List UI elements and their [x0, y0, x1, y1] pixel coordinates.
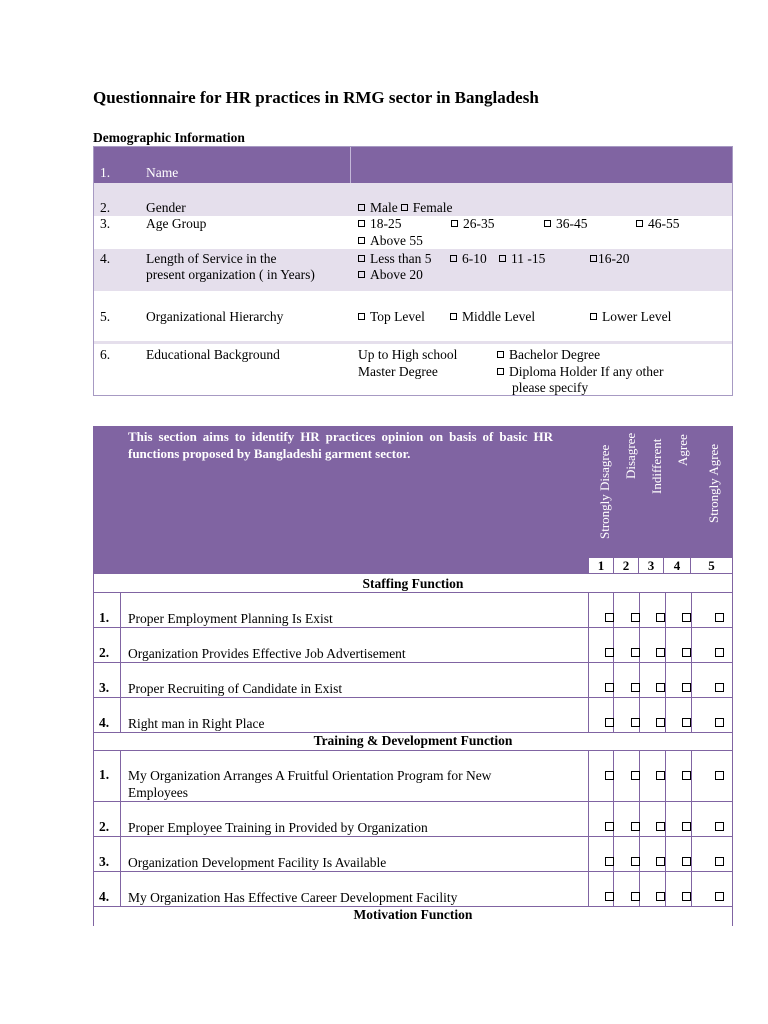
- answer-checkbox[interactable]: [682, 718, 691, 727]
- checkbox-icon[interactable]: [590, 255, 597, 262]
- answer-checkbox[interactable]: [715, 857, 724, 866]
- option-label: Bachelor Degree: [509, 347, 601, 362]
- option-label: 6-10: [462, 251, 487, 266]
- education-option: Master Degree: [358, 364, 438, 379]
- option-label: 11 -15: [511, 251, 546, 266]
- row-number: 3.: [100, 216, 111, 231]
- answer-checkbox[interactable]: [605, 648, 614, 657]
- grid-line: [93, 836, 733, 837]
- answer-checkbox[interactable]: [656, 892, 665, 901]
- checkbox-icon[interactable]: [358, 255, 365, 262]
- rating-header: [93, 426, 733, 574]
- answer-checkbox[interactable]: [656, 613, 665, 622]
- checkbox-icon[interactable]: [451, 220, 458, 227]
- question-number: 4.: [99, 715, 110, 730]
- answer-checkbox[interactable]: [656, 648, 665, 657]
- answer-checkbox[interactable]: [656, 771, 665, 780]
- document-title: Questionnaire for HR practices in RMG sector in Bangladesh: [93, 88, 539, 107]
- answer-checkbox[interactable]: [605, 892, 614, 901]
- option-label: Diploma Holder If any other: [509, 364, 664, 379]
- hierarchy-option: [590, 309, 671, 325]
- answer-checkbox[interactable]: [715, 683, 724, 692]
- header-band: [94, 147, 732, 183]
- question-text: My Organization Has Effective Career Development Facility: [128, 890, 458, 905]
- answer-checkbox[interactable]: [631, 683, 640, 692]
- answer-checkbox[interactable]: [656, 683, 665, 692]
- scale-label: Agree: [675, 434, 690, 466]
- gender-options: [358, 200, 453, 216]
- age-option: [358, 233, 423, 249]
- answer-checkbox[interactable]: [605, 771, 614, 780]
- question-number: 1.: [99, 767, 110, 782]
- checkbox-icon[interactable]: [358, 271, 365, 278]
- service-option: [499, 251, 545, 267]
- education-option: Up to High school: [358, 347, 458, 362]
- option-label: 18-25: [370, 216, 402, 231]
- scale-label: Strongly Disagree: [597, 444, 612, 539]
- service-option: [590, 251, 630, 267]
- education-option: please specify: [512, 380, 589, 395]
- answer-checkbox[interactable]: [631, 771, 640, 780]
- row-number: 1.: [100, 165, 111, 180]
- education-option: [497, 347, 600, 363]
- answer-checkbox[interactable]: [682, 648, 691, 657]
- hierarchy-option: [450, 309, 535, 325]
- scale-number: 4: [663, 557, 691, 574]
- section-title: Staffing Function: [362, 576, 464, 591]
- checkbox-icon[interactable]: [636, 220, 643, 227]
- checkbox-icon[interactable]: [401, 204, 408, 211]
- checkbox-icon[interactable]: [497, 351, 504, 358]
- service-option: [358, 251, 432, 267]
- scale-label: Disagree: [623, 432, 638, 479]
- checkbox-icon[interactable]: [358, 204, 365, 211]
- row-label: Organizational Hierarchy: [146, 309, 284, 324]
- answer-checkbox[interactable]: [605, 857, 614, 866]
- question-number: 2.: [99, 645, 110, 660]
- answer-checkbox[interactable]: [682, 822, 691, 831]
- checkbox-icon[interactable]: [358, 220, 365, 227]
- answer-checkbox[interactable]: [605, 683, 614, 692]
- age-option: [544, 216, 588, 232]
- question-text: Proper Employment Planning Is Exist: [128, 611, 333, 626]
- checkbox-icon[interactable]: [450, 313, 457, 320]
- scale-number: 1: [588, 557, 614, 574]
- answer-checkbox[interactable]: [656, 718, 665, 727]
- checkbox-icon[interactable]: [358, 313, 365, 320]
- row-band: [94, 341, 732, 344]
- section-intro: This section aims to identify HR practices opinion on basis of basic HR functions proposed by Bangladeshi garment sector.: [128, 429, 553, 461]
- answer-checkbox[interactable]: [715, 648, 724, 657]
- answer-checkbox[interactable]: [631, 718, 640, 727]
- answer-checkbox[interactable]: [715, 613, 724, 622]
- grid-line: [93, 697, 733, 698]
- scale-number: 2: [613, 557, 639, 574]
- option-label: Middle Level: [462, 309, 536, 324]
- option-label: Lower Level: [602, 309, 672, 324]
- scale-number: 3: [638, 557, 664, 574]
- answer-checkbox[interactable]: [682, 613, 691, 622]
- hierarchy-option: [358, 309, 425, 325]
- grid-line: [665, 750, 666, 906]
- grid-line: [93, 592, 733, 593]
- question-number: 3.: [99, 854, 110, 869]
- question-text: My Organization Arranges A Fruitful Orientation Program for New Employees: [128, 768, 492, 800]
- answer-checkbox[interactable]: [682, 771, 691, 780]
- question-text: Right man in Right Place: [128, 716, 265, 731]
- answer-checkbox[interactable]: [631, 822, 640, 831]
- row-label: present organization ( in Years): [146, 267, 315, 282]
- grid-line: [93, 801, 733, 802]
- option-label: Above 20: [370, 267, 423, 282]
- answer-checkbox[interactable]: [605, 718, 614, 727]
- row-label: Length of Service in the: [146, 251, 277, 266]
- question-number: 4.: [99, 889, 110, 904]
- scale-number-row: [588, 557, 733, 574]
- answer-checkbox[interactable]: [656, 822, 665, 831]
- option-label: Male: [370, 200, 398, 215]
- option-label: Above 55: [370, 233, 423, 248]
- question-number: 2.: [99, 819, 110, 834]
- grid-line: [93, 750, 733, 751]
- option-label: Less than 5: [370, 251, 432, 266]
- option-label: 26-35: [463, 216, 495, 231]
- answer-checkbox[interactable]: [631, 892, 640, 901]
- row-number: 4.: [100, 251, 111, 266]
- question-number: 3.: [99, 680, 110, 695]
- grid-line: [93, 871, 733, 872]
- rating-table: [93, 426, 733, 926]
- answer-checkbox[interactable]: [682, 892, 691, 901]
- checkbox-icon[interactable]: [544, 220, 551, 227]
- row-number: 6.: [100, 347, 111, 362]
- age-option: [636, 216, 680, 232]
- option-label: 36-45: [556, 216, 588, 231]
- row-label: Name: [146, 165, 179, 180]
- checkbox-icon[interactable]: [450, 255, 457, 262]
- service-option: [450, 251, 487, 267]
- question-text: Organization Development Facility Is Available: [128, 855, 387, 870]
- section-title: Training & Development Function: [313, 733, 513, 748]
- row-number: 2.: [100, 200, 111, 215]
- question-text: Proper Employee Training in Provided by Organization: [128, 820, 428, 835]
- answer-checkbox[interactable]: [715, 822, 724, 831]
- question-number: 1.: [99, 610, 110, 625]
- checkbox-icon[interactable]: [590, 313, 597, 320]
- row-label: Gender: [146, 200, 186, 215]
- answer-checkbox[interactable]: [605, 613, 614, 622]
- option-label: Female: [412, 200, 453, 215]
- service-option: [358, 267, 423, 283]
- answer-checkbox[interactable]: [605, 822, 614, 831]
- answer-checkbox[interactable]: [715, 892, 724, 901]
- question-text: Proper Recruiting of Candidate in Exist: [128, 681, 343, 696]
- answer-checkbox[interactable]: [656, 857, 665, 866]
- checkbox-icon[interactable]: [358, 237, 365, 244]
- option-label: 16-20: [598, 251, 630, 266]
- answer-checkbox[interactable]: [682, 857, 691, 866]
- row-label: Educational Background: [146, 347, 280, 362]
- checkbox-icon[interactable]: [499, 255, 506, 262]
- option-label: 46-55: [648, 216, 680, 231]
- answer-checkbox[interactable]: [715, 718, 724, 727]
- demographic-table: [93, 146, 733, 396]
- option-label: Top Level: [370, 309, 425, 324]
- scale-label: Strongly Agree: [706, 443, 721, 523]
- answer-checkbox[interactable]: [631, 613, 640, 622]
- question-text: Organization Provides Effective Job Advertisement: [128, 646, 406, 661]
- column-divider: [350, 147, 351, 183]
- grid-line: [93, 627, 733, 628]
- education-option: [497, 364, 663, 380]
- scale-label: Indifferent: [649, 438, 664, 494]
- grid-line: [691, 750, 692, 906]
- row-number: 5.: [100, 309, 111, 324]
- age-option: [451, 216, 495, 232]
- grid-line: [120, 750, 121, 906]
- section-title: Motivation Function: [353, 907, 473, 922]
- answer-checkbox[interactable]: [715, 771, 724, 780]
- demographic-heading: Demographic Information: [93, 130, 245, 145]
- answer-checkbox[interactable]: [631, 857, 640, 866]
- scale-number: 5: [690, 557, 733, 574]
- answer-checkbox[interactable]: [682, 683, 691, 692]
- answer-checkbox[interactable]: [631, 648, 640, 657]
- grid-line: [588, 750, 589, 906]
- age-option: [358, 216, 402, 232]
- checkbox-icon[interactable]: [497, 368, 504, 375]
- row-label: Age Group: [146, 216, 207, 231]
- grid-line: [93, 662, 733, 663]
